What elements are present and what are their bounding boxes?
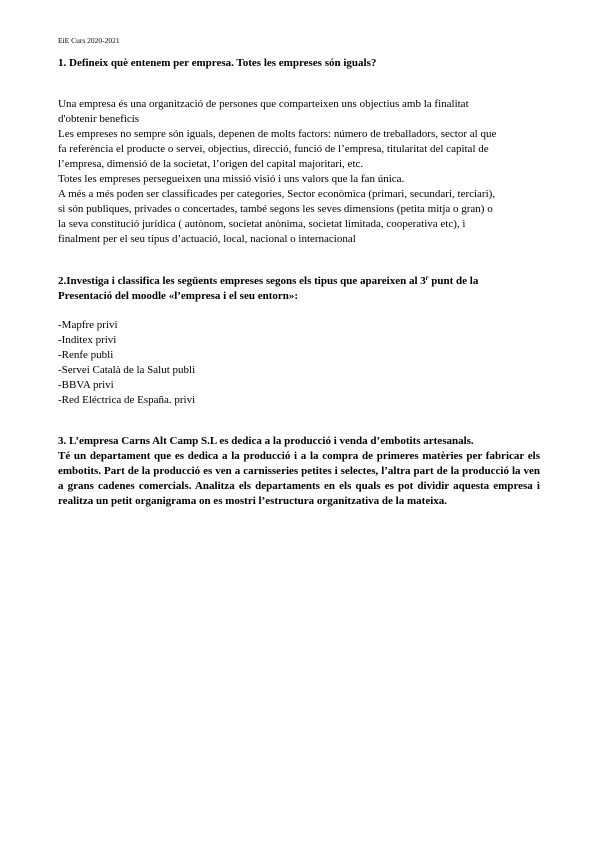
question-2-title	[58, 274, 548, 304]
question-2-title-text-end: punt de la	[428, 275, 479, 287]
question-2-title-line-2: Presentació del moodle «l’empresa i el seu entorn»:	[58, 290, 299, 302]
answer-1-line: Les empreses no sempre són iguals, depenen de molts factors: número de treballadors, sector al que	[58, 128, 497, 140]
question-3-body: Té un departament que es dedica a la producció i a la compra de primeres matèries per fabricar els embotits. Part de la producció es ven a carnisseries petites i selectes, l’altra part de la producció la ven a grans cadenes comercials. Analitza els departaments en els quals es pot dividir aquesta empresa i realitza un petit organigrama on es mostri l’estructura organitzativa de la mateixa.	[58, 450, 540, 507]
ordinal-superscript: r	[425, 274, 429, 282]
company-list-item: -Renfe publi	[58, 349, 114, 361]
question-1-title: 1. Defineix què entenem per empresa. Totes les empreses són iguals?	[58, 57, 377, 69]
answer-1	[58, 97, 548, 247]
question-2-title-text: 2.Investiga i classifica les següents empreses segons els tipus que apareixen al 3	[58, 275, 426, 287]
answer-1-line: la seva constitució jurídica ( autònom, societat anònima, societat limitada, cooperativa etc), i	[58, 218, 466, 230]
answer-1-line: d'obtenir beneficis	[58, 113, 140, 125]
company-list-item: -Mapfre privi	[58, 319, 118, 331]
company-list-item: -Servei Català de la Salut publi	[58, 364, 196, 376]
answer-1-line: l’empresa, dimensió de la societat, l’origen del capital majoritari, etc.	[58, 158, 364, 170]
company-list-item: -Inditex privi	[58, 334, 117, 346]
company-list-item: -Red Eléctrica de España. privi	[58, 394, 196, 406]
question-3-title: 3. L’empresa Carns Alt Camp S.L es dedica a la producció i venda d’embotits artesanals.	[58, 435, 474, 447]
page-header: EiE Curs 2020-2021	[58, 36, 120, 45]
question-2-title-line-1	[58, 274, 548, 289]
answer-1-line: fa referència el producte o servei, objectius, direcció, funció de l’empresa, titularitat del capital de	[58, 143, 489, 155]
company-list-item: -BBVA privi	[58, 379, 114, 391]
question-3	[58, 434, 540, 509]
answer-1-line: Totes les empreses persegueixen una missió visió i uns valors que la fan única.	[58, 173, 405, 185]
answer-1-line: Una empresa és una organització de persones que comparteixen uns objectius amb la finalitat	[58, 98, 469, 110]
answer-1-line: si són publiques, privades o concertades, també segons les seves dimensions (petita mitja o gran) o	[58, 203, 493, 215]
answer-1-line: A més a més poden ser classificades per categories, Sector econòmica (primari, secundari, terciari),	[58, 188, 496, 200]
company-list	[58, 318, 548, 408]
answer-1-line: finalment per el seu tipus d’actuació, local, nacional o internacional	[58, 233, 356, 245]
